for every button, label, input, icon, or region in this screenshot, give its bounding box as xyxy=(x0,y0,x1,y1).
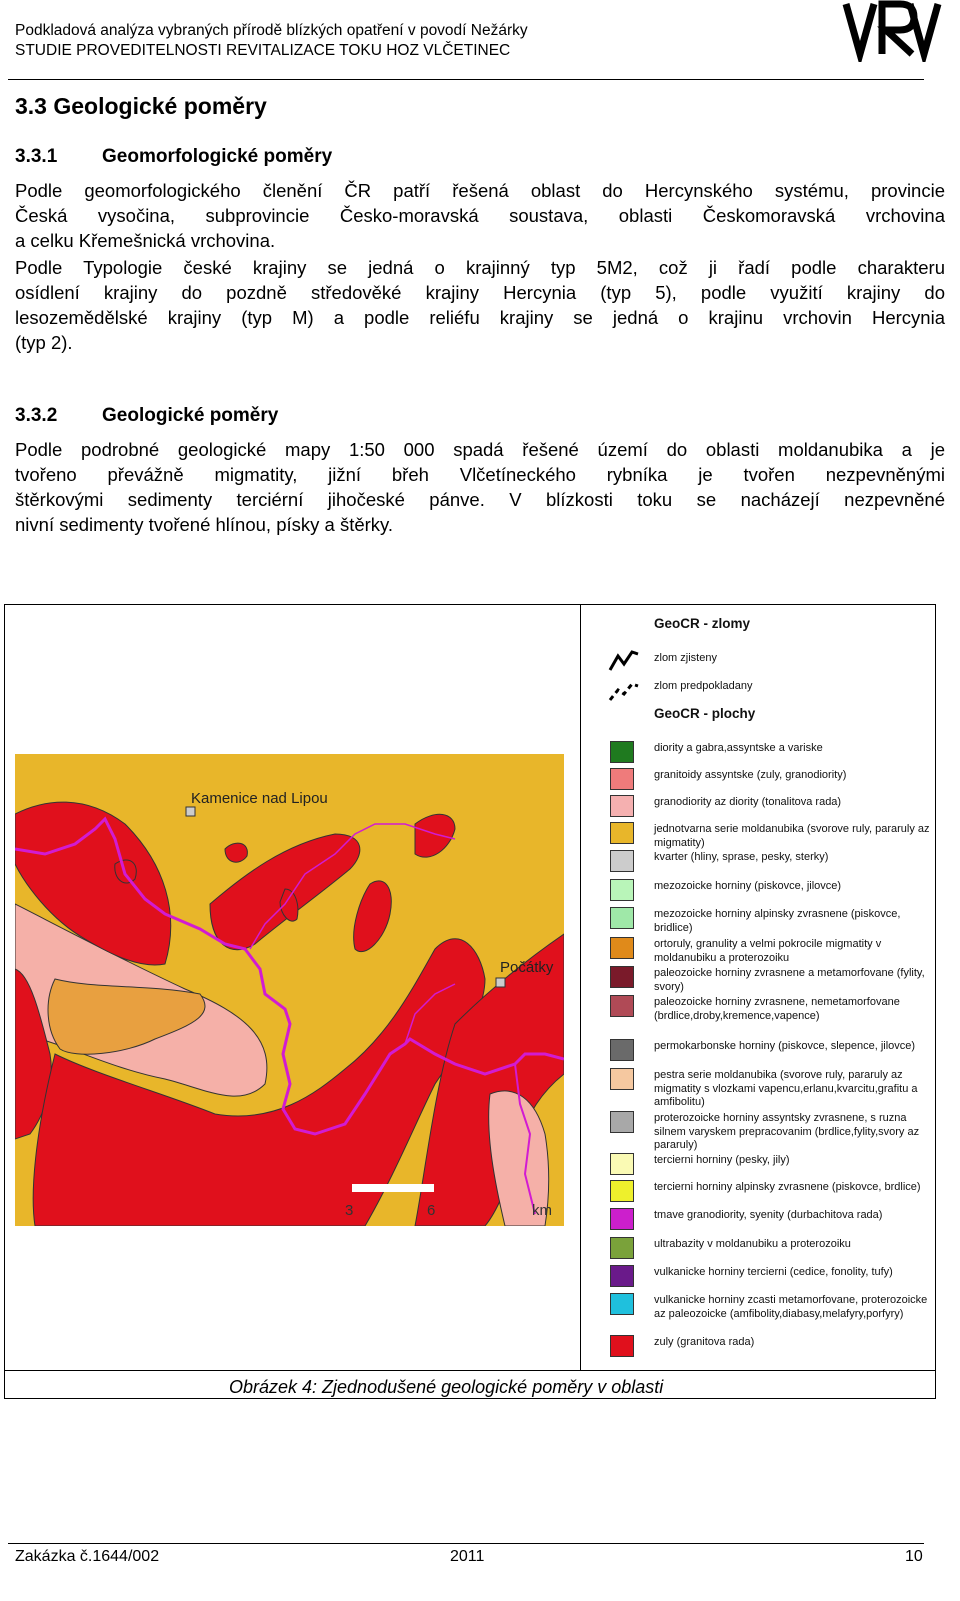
legend-label: paleozoicke horniny zvrasnene a metamorfovane (fylity, svory) xyxy=(654,967,925,993)
text-line: Česká vysočina, subprovincie Česko-moravská soustava, oblasti Českomoravská vrchovina xyxy=(15,205,945,226)
geological-map xyxy=(15,754,564,1226)
legend-label: proterozoicke horniny assyntsky zvrasnene, s ruzna silnem varyskem prepracovanim (brdlice,fylity,svory az pararuly) xyxy=(654,1112,920,1151)
legend-swatch xyxy=(610,1237,634,1259)
legend-swatch xyxy=(610,741,634,763)
legend-swatch xyxy=(610,937,634,959)
legend-swatch xyxy=(610,1265,634,1287)
legend-swatch xyxy=(610,1068,634,1090)
legend-label: mezozoicke horniny (piskovce, jilovce) xyxy=(654,880,842,892)
legend-swatch xyxy=(610,907,634,929)
text-line: Podle Typologie české krajiny se jedná o krajinný typ 5M2, což ji řadí podle charakteru xyxy=(15,257,945,278)
legend-swatch xyxy=(610,995,634,1017)
legend-label: mezozoicke horniny alpinsky zvrasnene (piskovce, bridlice) xyxy=(654,908,901,934)
legend-fault-confirmed: zlom zjisteny xyxy=(654,652,717,664)
legend-label: ultrabazity v moldanubiku a proterozoiku xyxy=(654,1238,851,1250)
legend-swatch xyxy=(610,1180,634,1202)
legend-title-faults: GeoCR - zlomy xyxy=(654,616,751,631)
geomorphology-paragraph-1 xyxy=(15,178,945,253)
figure-caption: Obrázek 4: Zjednodušené geologické poměry v oblasti xyxy=(229,1377,664,1397)
legend-swatch xyxy=(610,1153,634,1175)
text-line: štěrkovými sedimenty terciérní jihočeské pánve. V blízkosti toku se nacházejí nezpevněné xyxy=(15,489,945,510)
legend-swatch xyxy=(610,1039,634,1061)
legend-swatch xyxy=(610,768,634,790)
legend-swatch xyxy=(610,795,634,817)
header-line-2: STUDIE PROVEDITELNOSTI REVITALIZACE TOKU HOZ VLČETINEC xyxy=(15,42,511,59)
legend-swatch xyxy=(610,1335,634,1357)
footer-year: 2011 xyxy=(450,1548,485,1565)
legend-label: pestra serie moldanubika (svorove ruly, pararuly az migmatity s vlozkami vapencu,erlanu,kvarcitu,grafitu a amfibolitu) xyxy=(654,1069,918,1108)
legend-swatch xyxy=(610,850,634,872)
legend-label: vulkanicke horniny tercierni (cedice, fonolity, tufy) xyxy=(654,1266,893,1278)
section-title: 3.3 Geologické poměry xyxy=(15,93,267,119)
text-line: lesozemědělské krajiny (typ M) a podle reliéfu krajiny se jedná o krajinu vrchovin Hercynia xyxy=(15,307,945,328)
header-line-1: Podkladová analýza vybraných přírodě blízkých opatření v povodí Nežárky xyxy=(15,22,528,39)
text-line: nivní sedimenty tvořené hlínou, písky a štěrky. xyxy=(15,514,394,535)
text-line: (typ 2). xyxy=(15,332,73,353)
geology-paragraph xyxy=(15,437,945,537)
text-line: a celku Křemešnická vrchovina. xyxy=(15,230,276,251)
legend-swatch xyxy=(610,1111,634,1133)
text-line: Podle podrobné geologické mapy 1:50 000 spadá řešené území do oblasti moldanubika a je xyxy=(15,439,945,460)
text-line: Podle geomorfologického členění ČR patří řešená oblast do Hercynského systému, provincie xyxy=(15,180,945,201)
subsection-title: Geologické poměry xyxy=(102,405,279,426)
legend-swatch xyxy=(610,822,634,844)
legend-swatch xyxy=(610,966,634,988)
footer-page-number: 10 xyxy=(905,1548,923,1565)
footer-rule xyxy=(8,1543,924,1544)
legend-label: tercierni horniny alpinsky zvrasnene (piskovce, brdlice) xyxy=(654,1181,921,1193)
town-marker xyxy=(186,807,195,816)
scale-bar-segment xyxy=(270,1184,352,1192)
scale-label-6: 6 xyxy=(427,1202,436,1219)
scale-label-km: km xyxy=(532,1202,552,1219)
scale-bar-segment xyxy=(352,1184,434,1192)
legend-swatch xyxy=(610,879,634,901)
subsection-heading-geology xyxy=(15,405,278,427)
legend-label: ortoruly, granulity a velmi pokrocile migmatity v moldanubiku a proterozoiku xyxy=(654,938,882,964)
legend-label: granodiority az diority (tonalitova rada) xyxy=(654,796,842,808)
legend-fault-assumed: zlom predpokladany xyxy=(654,680,753,692)
scale-label-3: 3 xyxy=(345,1202,354,1219)
legend-label: tmave granodiority, syenity (durbachitova rada) xyxy=(654,1209,883,1221)
subsection-title: Geomorfologické poměry xyxy=(102,146,333,167)
legend-label: diority a gabra,assyntske a variske xyxy=(654,742,823,754)
geomorphology-paragraph-2 xyxy=(15,255,945,355)
legend-label: vulkanicke horniny zcasti metamorfovane, proterozoicke az paleozoicke (amfibolity,diabasy,melafyry,porfyry) xyxy=(654,1294,928,1320)
town-label-kamenice: Kamenice nad Lipou xyxy=(191,790,328,807)
text-line: tvořeno převážně migmatity, jižní břeh Vlčetíneckého rybníka je tvořen nezpevněnými xyxy=(15,464,945,485)
legend-label: paleozoicke horniny zvrasnene, nemetamorfovane (brdlice,droby,kremence,vapence) xyxy=(654,996,900,1022)
subsection-number: 3.3.1 xyxy=(15,146,58,167)
header-rule xyxy=(8,79,924,80)
text-line: osídlení krajiny do pozdně středověké krajiny Hercynia (typ 5), podle využití krajiny do xyxy=(15,282,945,303)
legend-label: granitoidy assyntske (zuly, granodiority) xyxy=(654,769,847,781)
legend-label: permokarbonske horniny (piskovce, slepence, jilovce) xyxy=(654,1040,916,1052)
legend-swatch xyxy=(610,1208,634,1230)
town-marker xyxy=(496,978,505,987)
vrv-logo xyxy=(842,0,942,62)
legend-label: kvarter (hliny, sprase, pesky, sterky) xyxy=(654,851,829,863)
subsection-heading-geomorphology xyxy=(15,146,332,168)
fault-confirmed-icon xyxy=(608,650,640,672)
legend-label: zuly (granitova rada) xyxy=(654,1336,755,1348)
subsection-number: 3.3.2 xyxy=(15,405,58,426)
legend-title-areas: GeoCR - plochy xyxy=(654,706,756,721)
footer-order-number: Zakázka č.1644/002 xyxy=(15,1548,160,1565)
town-label-pocatky: Počátky xyxy=(500,959,554,976)
legend-label: tercierni horniny (pesky, jily) xyxy=(654,1154,790,1166)
fault-assumed-icon xyxy=(608,680,640,702)
legend-swatch xyxy=(610,1293,634,1315)
legend-label: jednotvarna serie moldanubika (svorove ruly, pararuly az migmatity) xyxy=(654,823,930,849)
